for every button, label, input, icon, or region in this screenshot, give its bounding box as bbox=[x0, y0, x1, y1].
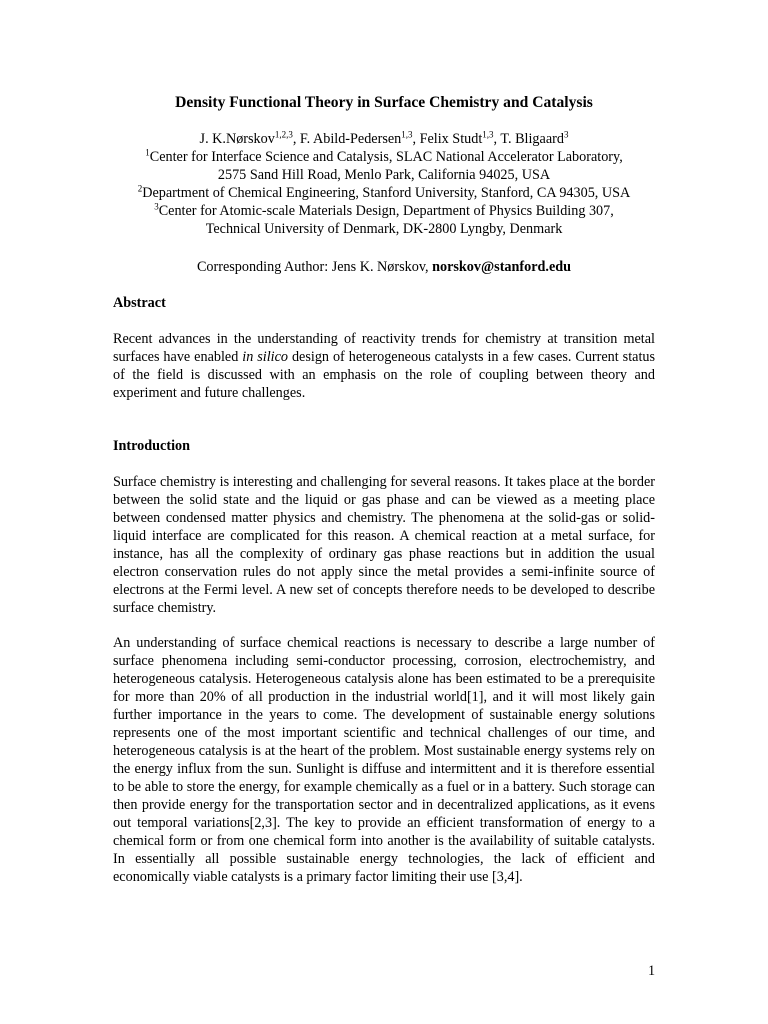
introduction-paragraph: An understanding of surface chemical reactions is necessary to describe a large number of surface phenomena including semi-conductor processing, corrosion, electrochemistry, and heterogeneous catalysis. Heterogeneous catalysis alone has been estimated to be a prerequisite for more than 20% of all production in the industrial world[1], and it will most likely gain further importance in the years to come. The development of sustainable energy solutions represents one of the most important scientific and technical challenges of our time, and heterogeneous catalysis is at the heart of the problem. Most sustainable energy systems rely on the energy influx from the sun. Sunlight is diffuse and intermittent and it is therefore essential to be able to store the energy, for example chemically as a fuel or in a battery. Such storage can then provide energy for the transportation sector and in decentralized applications, as it evens out temporal variations[2,3]. The key to provide an efficient transformation of energy to a chemical form or from one chemical form into another is the availability of suitable catalysts. In essentially all possible sustainable energy technologies, the lack of efficient and economically viable catalysts is a primary factor limiting their use [3,4]. bbox=[113, 635, 655, 885]
affiliation-number: 3 bbox=[154, 201, 159, 212]
author-affiliation-marker: 3 bbox=[563, 129, 569, 140]
affiliation-2 bbox=[0, 184, 768, 202]
author-affiliation-marker: 1,2,3 bbox=[274, 129, 293, 140]
author-name: F. Abild-Pedersen bbox=[299, 131, 402, 147]
paper-title: Density Functional Theory in Surface Chemistry and Catalysis bbox=[175, 94, 593, 111]
affiliation-text: Center for Atomic-scale Materials Design, Department of Physics Building 307, bbox=[158, 203, 614, 219]
corresponding-author bbox=[0, 258, 768, 276]
affiliation-number: 2 bbox=[137, 183, 143, 194]
abstract-text bbox=[113, 330, 655, 402]
author-name: J. K.Nørskov bbox=[199, 131, 275, 147]
affiliation-1 bbox=[0, 148, 768, 166]
corresponding-label: Corresponding Author: Jens K. Nørskov, bbox=[196, 259, 433, 275]
author-affiliation-marker: 1,3 bbox=[482, 129, 494, 140]
author-affiliation-marker: 1,3 bbox=[401, 129, 413, 140]
author-block bbox=[0, 130, 768, 238]
author-name: T. Bligaard bbox=[500, 131, 564, 147]
introduction-heading: Introduction bbox=[113, 438, 190, 454]
affiliation-text: Center for Interface Science and Catalysis, SLAC National Accelerator Laboratory, bbox=[149, 149, 623, 165]
affiliation-3 bbox=[0, 202, 768, 220]
abstract-text-part: design of heterogeneous catalysts in a few cases. Current status of the field is discussed with an emphasis on the role of coupling between theory and experiment and future challenges. bbox=[113, 349, 655, 401]
affiliation-number: 1 bbox=[145, 147, 150, 158]
author-list: J. K.Nørskov$^{1,2,3}$, F. Abild-Pedersen$^{1,3}$, Felix Studt$^{1,3}$, T. Bligaard$^3$ bbox=[199, 129, 569, 147]
abstract-heading: Abstract bbox=[113, 295, 166, 311]
affiliation-text: Department of Chemical Engineering, Stanford University, Stanford, CA 94305, USA bbox=[142, 185, 631, 201]
introduction-paragraph: Surface chemistry is interesting and challenging for several reasons. It takes place at the border between the solid state and the liquid or gas phase and can be viewed as a meeting place between condensed matter physics and chemistry. The phenomena at the solid-gas or solid-liquid interface are complicated for this reason. A chemical reaction at a metal surface, for instance, has all the complexity of ordinary gas phase reactions but in addition the usual electron conservation rules do not apply since the metal provides a semi-infinite source of electrons at the Fermi level. A new set of concepts therefore needs to be developed to describe surface chemistry. bbox=[113, 474, 655, 616]
page-number: 1 bbox=[648, 963, 656, 979]
author-name: Felix Studt bbox=[419, 131, 483, 147]
affiliation-3-address: Technical University of Denmark, DK-2800 Lyngby, Denmark bbox=[205, 221, 563, 237]
abstract-text-part: Recent advances in the understanding of reactivity trends for chemistry at transition metal surfaces have enabled bbox=[113, 331, 655, 365]
affiliation-1-address: 2575 Sand Hill Road, Menlo Park, California 94025, USA bbox=[217, 167, 551, 183]
corresponding-email: norskov@stanford.edu bbox=[432, 259, 572, 275]
abstract-text-italic: in silico bbox=[242, 349, 288, 365]
